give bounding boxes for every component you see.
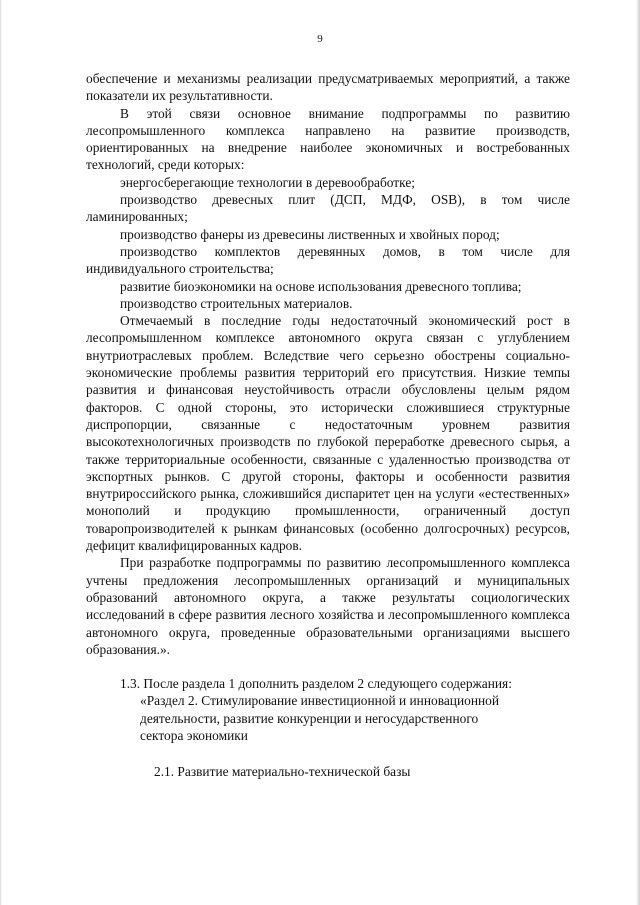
scan-edge-right	[636, 0, 640, 905]
list-item: производство фанеры из древесины лиственных и хвойных пород;	[120, 226, 500, 242]
paragraph-development: При разработке подпрограммы по развитию лесопромышленного комплекса учтены предложения лесопромышленных организаций и муниципальных образований автономного округа, а также результаты социологических исследований в сфере развития лесного хозяйства и лесопромышленного комплекса автономного округа, проведенные образовательными организациями высшего образования.».	[86, 555, 570, 657]
document-body	[86, 70, 570, 781]
list-item: развитие биоэкономики на основе использования древесного топлива;	[120, 278, 522, 294]
paragraph-main-focus: В этой связи основное внимание подпрограммы по развитию лесопромышленного комплекса направлено на развитие производств, ориентированных на внедрение наиболее экономичных и востребованных технологий, среди которых:	[86, 105, 570, 173]
spacer	[86, 744, 570, 763]
page-number: 9	[317, 33, 323, 45]
spacer	[86, 658, 570, 675]
section-title-line-1: «Раздел 2. Стимулирование инвестиционной и инновационной	[140, 693, 500, 709]
section-title-line-3: сектора экономики	[140, 727, 248, 743]
list-item: производство комплектов деревянных домов, в том числе для индивидуального строительства;	[86, 243, 570, 277]
list-item: энергосберегающие технологии в деревообработке;	[120, 174, 415, 190]
paragraph-continuation: обеспечение и механизмы реализации предусматриваемых мероприятий, а также показатели их результативности.	[86, 71, 570, 104]
section-title-line-2: деятельности, развитие конкуренции и негосударственного	[140, 710, 479, 726]
paragraph-problems: Отмечаемый в последние годы недостаточный экономический рост в лесопромышленном комплексе автономного округа связан с углублением внутриотраслевых проблем. Вследствие чего серьезно обострены социально-экономические проблемы развития территорий его присутствия. Низкие темпы развития и финансовая неустойчивость отрасли обусловлены целым рядом факторов. С одной стороны, это исторически сложившиеся структурные диспропорции, связанные с недостаточным уровнем развития высокотехнологичных производств по глубокой переработке древесного сырья, а также территориальные особенности, связанные с удаленностью производства от экспортных рынков. С другой стороны, факторы и особенности развития внутрироссийского рынка, сложившийся диспаритет цен на услуги «естественных» монополий и продукцию промышленности, ограниченный доступ товаропроизводителей к рынкам финансовых (особенно долгосрочных) ресурсов, дефицит квалифицированных кадров.	[86, 313, 570, 554]
list-item: производство древесных плит (ДСП, МДФ, OSB), в том числе ламинированных;	[86, 192, 570, 225]
amendment-instruction: 1.3. После раздела 1 дополнить разделом 2 следующего содержания:	[120, 676, 512, 692]
scan-edge-left	[0, 0, 2, 905]
list-item: производство строительных материалов.	[120, 295, 353, 311]
subsection-title: 2.1. Развитие материально-технической базы	[154, 764, 411, 780]
